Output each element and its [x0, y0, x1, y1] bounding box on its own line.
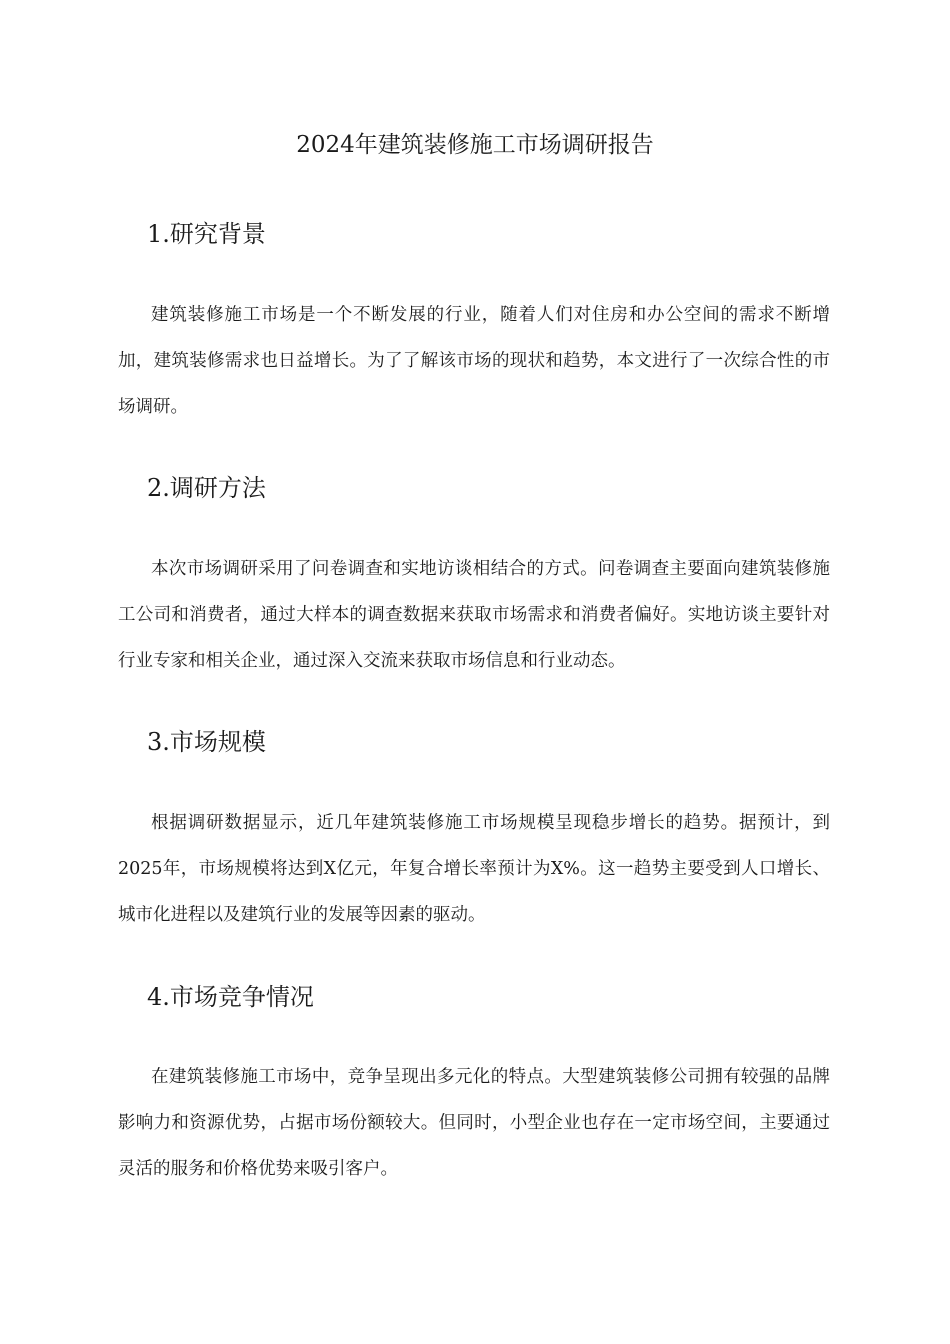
document-title: 2024年建筑装修施工市场调研报告: [296, 132, 654, 158]
section-heading-market-size: 3.市场规模: [147, 728, 266, 756]
section-body-research-background: 建筑装修施工市场是一个不断发展的行业，随着人们对住房和办公空间的需求不断增加，建筑装修需求也日益增长。为了了解该市场的现状和趋势，本文进行了一次综合性的市场调研。: [118, 305, 830, 417]
section-heading-market-competition: 4.市场竞争情况: [147, 983, 314, 1011]
section-body-research-method: 本次市场调研采用了问卷调查和实地访谈相结合的方式。问卷调查主要面向建筑装修施工公司和消费者，通过大样本的调查数据来获取市场需求和消费者偏好。实地访谈主要针对行业专家和相关企业，通过深入交流来获取市场信息和行业动态。: [118, 559, 830, 671]
section-heading-research-method: 2.调研方法: [147, 474, 266, 502]
section-body-market-size: 根据调研数据显示，近几年建筑装修施工市场规模呈现稳步增长的趋势。据预计，到2025年，市场规模将达到X亿元，年复合增长率预计为X%。这一趋势主要受到人口增长、城市化进程以及建筑行业的发展等因素的驱动。: [118, 813, 830, 925]
section-heading-research-background: 1.研究背景: [147, 220, 266, 248]
section-body-market-competition: 在建筑装修施工市场中，竞争呈现出多元化的特点。大型建筑装修公司拥有较强的品牌影响力和资源优势，占据市场份额较大。但同时，小型企业也存在一定市场空间，主要通过灵活的服务和价格优势来吸引客户。: [118, 1067, 830, 1179]
